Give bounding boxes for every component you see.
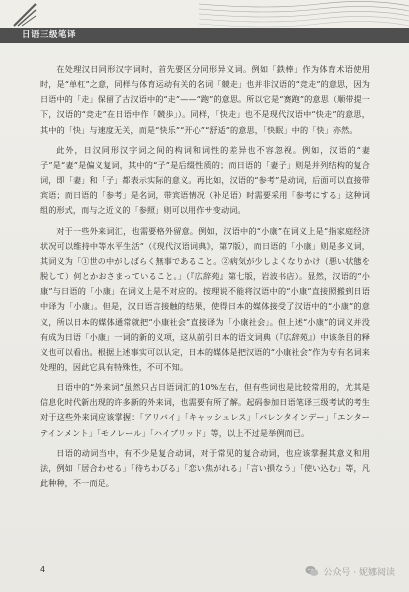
body-text xyxy=(40,62,370,496)
paragraph-compound-verbs: 日语的动词当中，有不少是复合动词，对于常见的复合动词，也应该掌握其意义和用法，例如「居合わせる」「待ちわびる」「恋い焦がれる」「言い損なう」「使い込む」等，凡此种种，不一而足。 xyxy=(40,447,370,489)
paragraph-xiaokang: 对于一些外来词汇，也需要格外留意。例如，汉语中的“小康”在词义上是“指家庭经济状况可以维持中等水平生活”（《现代汉语词典》，第7版），而日语的「小康」则是多义词，其词义为「①世の中がしばらく無事であること。②病気が少しよくなりかけ（悪い状態を脱して）何とかおさまっていること。」（『広辞苑』第七版，岩波书店）。显然，汉语的“小康”与日语的「小康」在词义上是不对应的。按理说不能将汉语中的“小康”直接照搬到日语中译为「小康」。但是，汉日语言接触的结果，使得日本的媒体接受了汉语中的“小康”的意义，所以日本的媒体通常就把“小康社会”直接译为「小康社会」。但上述“小康”的词义并没有成为日语「小康」一词的新的义项，这从前引日本的语文词典（『広辞苑』）中该条目的释义也可以看出。根据上述事实可以认定，日本的媒体是把汉语的“小康社会”作为专有名词来处理的，因此它具有特殊性，不可不知。 xyxy=(40,225,370,372)
paragraph-loanwords: 日语中的“外来词”虽然只占日语词汇的10%左右，但有些词也是比较常用的，尤其是信息化时代新出现的许多新的外来词，也需要有所了解。起码参加日语笔译三级考试的考生对于这些外来词应该掌握：「アリバイ」「キャッシュレス」「バレンタインデー」「エンターテインメント」「モノレール」「ハイブリッド」等，以上不过是举例而已。 xyxy=(40,382,370,438)
watermark xyxy=(305,564,395,578)
paragraph-word-formation: 此外，日汉同形汉字词之间的构词和词性的差异也不容忽视。例如，汉语的“妻子”是“妻”是偏义复词，其中的“子”是后缀性质的；而日语的「妻子」则是并列结构的复合词，即「妻」和「子」都表示实际的意义。再比如，汉语的“参考”是动词，后面可以直接带宾语；而日语的「参考」是名词，带宾语情况（补足语）时需要采用「参考にする」这种词组的形式，而与之近义的「参照」则可以用作サ变动词。 xyxy=(40,144,370,216)
page-number: 4 xyxy=(40,565,46,574)
page-header xyxy=(0,0,409,44)
decorative-lines xyxy=(199,0,409,44)
book-title: 日语三级笔译 xyxy=(22,30,77,40)
watermark-text: 公众号 · 妮娜阅读 xyxy=(323,567,395,578)
book-logo-icon xyxy=(12,0,38,28)
paragraph-homographs: 在处理汉日同形汉字词时，首先要区分同形异义词。例如「鉄棒」作为体育术语使用时，是“单杠”之意，同样与体育运动有关的名词「競走」也并非汉语的“竞走”的意思，因为日语中的「走」保留了古汉语中的“走”——“跑”的意思。所以它是“赛跑”的意思（顺带提一下，汉语的“竞走”在日语中作「競歩」）。同样，「快走」也不是现代汉语中“快走”的意思，其中的「快」与速度无关，而是“快乐”“开心”“舒适”的意思，「快眠」中的「快」亦然。 xyxy=(40,64,370,135)
wechat-icon xyxy=(305,565,319,577)
